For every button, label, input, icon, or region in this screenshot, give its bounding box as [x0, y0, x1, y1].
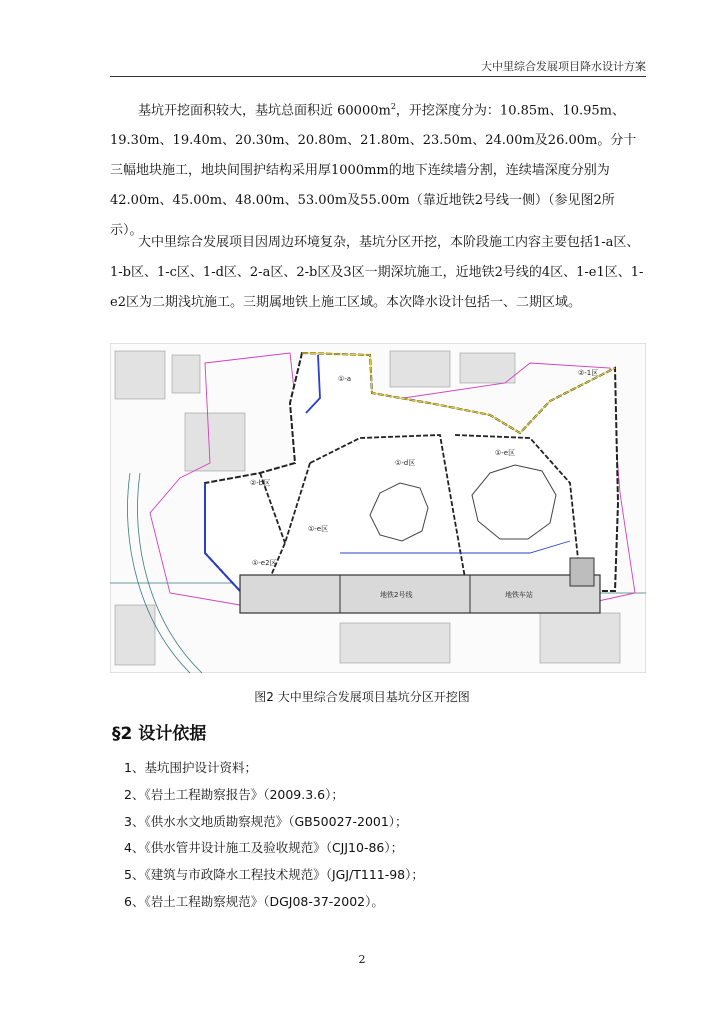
page-number: 2 [358, 953, 366, 966]
section-title: §2 设计依据 [112, 724, 207, 744]
zone-label-metro: 地铁2号线 [380, 591, 413, 599]
reference-item: 4、《供水管井设计施工及验收规范》（CJJ10-86）； [124, 840, 404, 856]
reference-list [124, 755, 424, 916]
site-plan-drawing [110, 343, 646, 673]
figure-caption: 图2 大中里综合发展项目基坑分区开挖图 [254, 690, 470, 704]
paragraph-excavation-area [110, 92, 646, 246]
zone-label-1e-left: ①-e区 [308, 525, 329, 533]
paragraph-1-text-a: 基坑开挖面积较大，基坑总面积近 60000m [138, 103, 391, 119]
zone-label-station: 地铁车站 [505, 591, 533, 599]
paragraph-1-text-b: ，开挖深度分为：10.85m、10.95m、19.30m、19.40m、20.30m、20.80m、21.80m、23.50m、24.00m及26.00m。分十三幅地块施工，地块间围护结构采用厚1000mm的地下连续墙分割，连续墙深度分别为42.00m、45.00m、48.00m、53.00m及55.00m（靠近地铁2号线一侧）（参见图2所示）。 [110, 103, 637, 239]
zone-label-1e2: ①-e2区 [252, 559, 277, 567]
zone-label-1a: ①-a [338, 375, 352, 383]
page-header [110, 52, 646, 77]
zone-label-2-1: ②-1区 [578, 369, 599, 377]
site-plan-figure [110, 343, 646, 673]
zone-label-1d: ①-d区 [395, 459, 416, 467]
zone-label-2b: ②-b区 [250, 479, 271, 487]
reference-item: 3、《供水水文地质勘察规范》（GB50027-2001）； [124, 813, 408, 829]
superscript-2: 2 [390, 102, 396, 111]
reference-item: 5、《建筑与市政降水工程技术规范》（JGJ/T111-98）； [124, 867, 424, 883]
reference-item: 6、《岩土工程勘察规范》（DGJ08-37-2002）。 [124, 893, 384, 909]
paragraph-zoning [110, 228, 646, 318]
reference-item: 1、基坑围护设计资料； [124, 760, 257, 775]
paragraph-2-text: 大中里综合发展项目因周边环境复杂，基坑分区开挖，本阶段施工内容主要包括1-a区、1-b区、1-c区、1-d区、2-a区、2-b区及3区一期深坑施工，近地铁2号线的4区、1-e1区、1-e2区为二期浅坑施工。三期属地铁上施工区域。本次降水设计包括一、二期区域。 [110, 235, 644, 310]
header-title: 大中里综合发展项目降水设计方案 [481, 60, 646, 73]
zone-label-1e-right: ①-e区 [495, 449, 516, 457]
reference-item: 2、《岩土工程勘察报告》（2009.3.6）； [124, 786, 344, 802]
